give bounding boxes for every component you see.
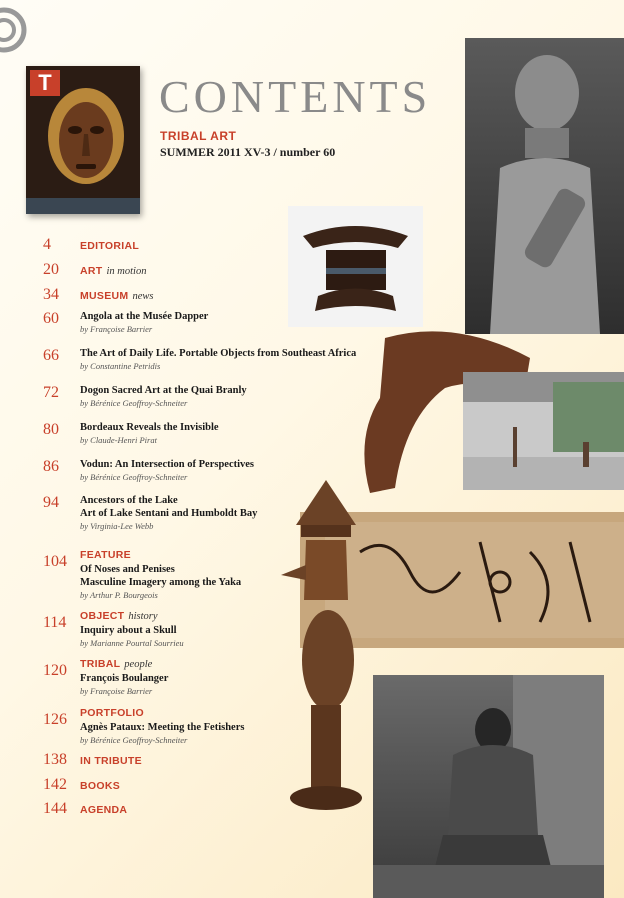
gallery-photo — [463, 372, 624, 490]
toc-keyword: IN TRIBUTE — [80, 755, 142, 767]
toc-page-number: 60 — [43, 310, 59, 327]
toc-title: The Art of Daily Life. Portable Objects from Southeast Africa — [80, 348, 357, 359]
toc-title: Angola at the Musée Dapper — [80, 311, 209, 322]
corner-swirl-icon — [0, 0, 50, 70]
toc-subword: history — [128, 611, 158, 622]
toc-title: Ancestors of the Lake — [80, 495, 178, 506]
toc-byline: by Virginia-Lee Webb — [80, 521, 154, 531]
cover-strip — [26, 198, 140, 214]
toc-title: Vodun: An Intersection of Perspectives — [80, 459, 255, 470]
toc-byline: by Constantine Petridis — [80, 361, 161, 371]
toc-subword: news — [132, 291, 154, 302]
toc-page-number: 144 — [43, 800, 67, 817]
toc-keyword: PORTFOLIO — [80, 707, 144, 719]
toc-subword: in motion — [106, 266, 147, 277]
toc-page-number: 142 — [43, 776, 67, 793]
toc-page-number: 120 — [43, 662, 67, 679]
toc-keyword: AGENDA — [80, 804, 128, 816]
toc-title-line2: Masculine Imagery among the Yaka — [80, 577, 242, 588]
toc-title: François Boulanger — [80, 673, 169, 684]
toc-keyword: MUSEUM — [80, 290, 129, 302]
toc-page-number: 72 — [43, 384, 59, 401]
toc-byline: by Bérénice Geoffroy-Schneiter — [80, 398, 188, 408]
cover-logo: T — [30, 70, 60, 96]
toc-keyword: ART — [80, 265, 103, 277]
toc-title: Agnès Pataux: Meeting the Fetishers — [80, 722, 245, 733]
toc-page-number: 86 — [43, 458, 59, 475]
toc-page-number: 104 — [43, 553, 67, 570]
toc-byline: by Marianne Pourtal Sourrieu — [80, 638, 184, 648]
toc-byline: by Françoise Barrier — [80, 324, 153, 334]
toc-keyword: FEATURE — [80, 549, 131, 561]
toc-page-number: 80 — [43, 421, 59, 438]
magazine-name: TRIBAL ART — [160, 129, 237, 143]
toc-keyword: EDITORIAL — [80, 240, 140, 252]
magazine-cover[interactable] — [26, 66, 140, 214]
page-title: CONTENTS — [159, 71, 432, 122]
toc-byline: by Claude-Henri Pirat — [80, 435, 157, 445]
toc-page-number: 126 — [43, 711, 67, 728]
toc-byline: by Bérénice Geoffroy-Schneiter — [80, 735, 188, 745]
toc-title: Dogon Sacred Art at the Quai Branly — [80, 385, 247, 396]
toc-page-number: 66 — [43, 347, 59, 364]
toc-title: Inquiry about a Skull — [80, 625, 177, 636]
toc-page-number: 34 — [43, 286, 59, 303]
toc-keyword: BOOKS — [80, 780, 121, 792]
issue-info: SUMMER 2011 XV-3 / number 60 — [160, 145, 336, 159]
toc-keyword: TRIBAL — [80, 658, 121, 670]
toc-byline: by Bérénice Geoffroy-Schneiter — [80, 472, 188, 482]
toc-page-number: 114 — [43, 614, 67, 631]
toc-title: Of Noses and Penises — [80, 564, 175, 575]
toc-byline: by Françoise Barrier — [80, 686, 153, 696]
toc-page-number: 4 — [43, 236, 51, 253]
toc-title: Bordeaux Reveals the Invisible — [80, 422, 219, 433]
toc-keyword: OBJECT — [80, 610, 125, 622]
toc-subword: people — [124, 659, 153, 670]
toc-page-number: 138 — [43, 751, 67, 768]
toc-page-number: 94 — [43, 494, 59, 511]
fetisher-portrait-photo — [373, 675, 604, 898]
toc-title-line2: Art of Lake Sentani and Humboldt Bay — [80, 508, 258, 519]
toc-page-number: 20 — [43, 261, 59, 278]
toc-byline: by Arthur P. Bourgeois — [80, 590, 158, 600]
sculpture-photo-bw — [465, 38, 624, 334]
